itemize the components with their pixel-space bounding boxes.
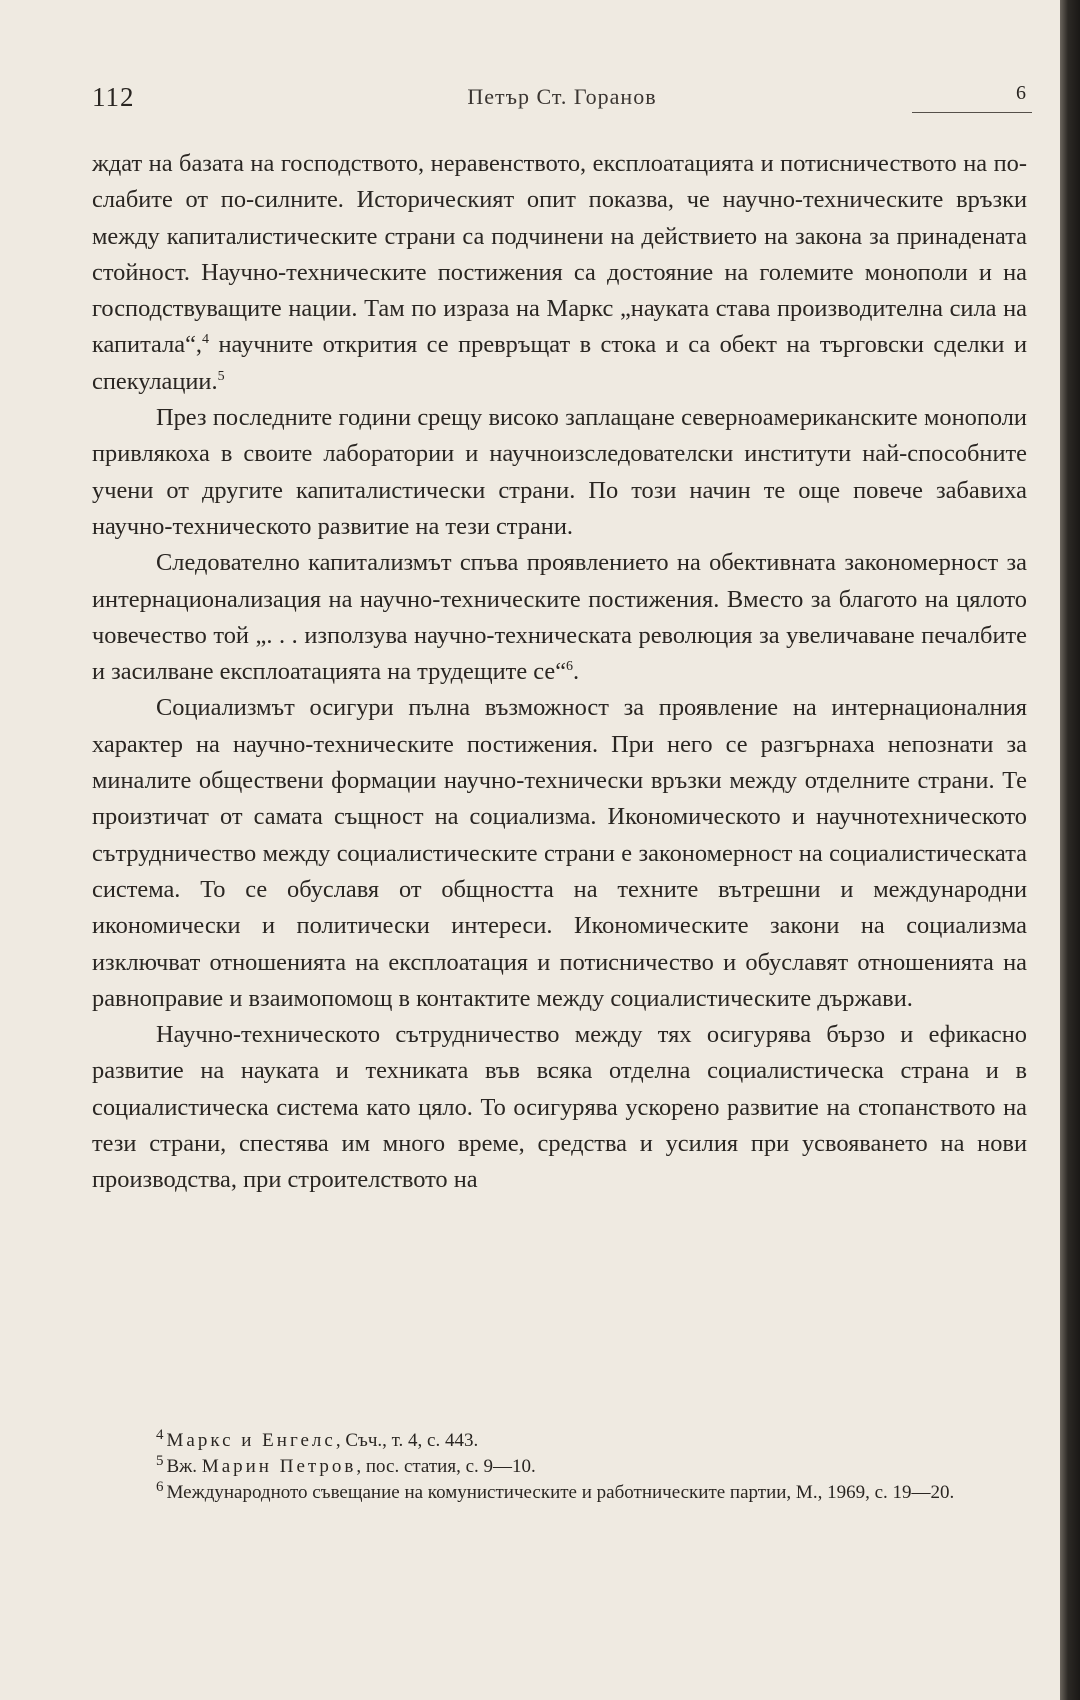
footnote-6 bbox=[92, 1480, 1027, 1506]
paragraph-text: Социализмът осигури пълна възможност за проявление на интернационалния характер на научно-техническите постижения. При него се разгърнаха непознати за миналите обществени формации научно-технически връзки между отделните страни. Те произтичат от самата същност на социализма. Икономическото и научнотехническото сътрудничество между социалистическите страни е закономерност на социалистическата система. То се обуславя от общността на техните вътрешни и международни икономически и политически интереси. Икономическите закони на социализма изключват отношенията на експлоатация и потисничество и обуславят отношенията на равноправие и взаимопомощ в контактите между социалистическите държави. bbox=[92, 694, 1027, 1012]
footnote-5 bbox=[92, 1454, 1027, 1480]
signature-mark: 6 bbox=[1016, 82, 1026, 104]
paragraph-text: Научно-техническото сътрудничество между тях осигурява бързо и ефикасно развитие на науката и техниката във всяка отделна социалистическа страна и в социалистическа система като цяло. То осигурява ускорено развитие на стопанството на тези страни, спестява им много време, средства и усилия при усвояването на нови производства, при строителството на bbox=[92, 1021, 1027, 1194]
page-header bbox=[92, 78, 1032, 118]
paragraph-text: Следователно капитализмът спъва проявлението на обективната закономерност за интернационализация на научно-техническите постижения. Вместо за благото на цялото човечество той „. . . използува научно-техническата революция за увеличаване печалбите и засилване експлоатацията на трудещите се“ bbox=[92, 549, 1027, 686]
footnote-reference[interactable]: 5 bbox=[217, 368, 225, 384]
header-rule bbox=[912, 112, 1032, 113]
paragraph-p1 bbox=[92, 146, 1027, 400]
footnotes bbox=[92, 1428, 1027, 1506]
paragraph-text: . bbox=[573, 658, 580, 686]
paragraph-p5 bbox=[92, 1017, 1027, 1198]
paragraph-p2 bbox=[92, 400, 1027, 545]
body-text bbox=[92, 146, 1027, 1199]
book-spine-shadow bbox=[1060, 0, 1080, 1700]
footnote-prefix: Вж. bbox=[166, 1456, 202, 1477]
footnote-text: , пос. статия, с. 9—10. bbox=[356, 1456, 536, 1477]
footnote-mark: 5 bbox=[156, 1452, 164, 1469]
page-number: 112 bbox=[92, 82, 135, 112]
footnote-mark: 6 bbox=[156, 1478, 164, 1495]
paragraph-text: научните открития се превръщат в стока и са обект на търговски сделки и спекулации. bbox=[92, 331, 1027, 395]
footnote-mark: 4 bbox=[156, 1426, 164, 1443]
paragraph-p4 bbox=[92, 690, 1027, 1017]
footnote-text: , Съч., т. 4, с. 443. bbox=[335, 1430, 479, 1451]
footnote-reference[interactable]: 6 bbox=[566, 659, 574, 675]
footnote-text: Международното съвещание на комунистическите и работническите партии, М., 1969, с. 19—20. bbox=[166, 1482, 955, 1503]
paragraph-text: През последните години срещу високо заплащане северноамериканските монополи привлякоха в своите лаборатории и научноизследователски институти най-способните учени от другите капиталистически страни. По този начин те още повече забавиха научно-техническото развитие на тези страни. bbox=[92, 404, 1027, 540]
paragraph-p3 bbox=[92, 545, 1027, 690]
paragraph-text: ждат на базата на господството, неравенството, експлоатацията и потисничеството на по-слабите от по-силните. Историческият опит показва, че научно-техническите връзки между капиталистическите страни са подчинени на действието на закона за принадената стойност. Научно-техническите постижения са достояние на големите монополи и на господствуващите нации. Там по израза на Маркс „науката става производителна сила на капитала“, bbox=[92, 150, 1027, 359]
footnote-reference[interactable]: 4 bbox=[202, 332, 210, 348]
footnote-author: Маркс и Енгелс bbox=[166, 1430, 336, 1451]
footnote-author: Марин Петров bbox=[201, 1456, 357, 1477]
running-title: Петър Ст. Горанов bbox=[467, 84, 657, 109]
footnote-4 bbox=[92, 1428, 1027, 1454]
